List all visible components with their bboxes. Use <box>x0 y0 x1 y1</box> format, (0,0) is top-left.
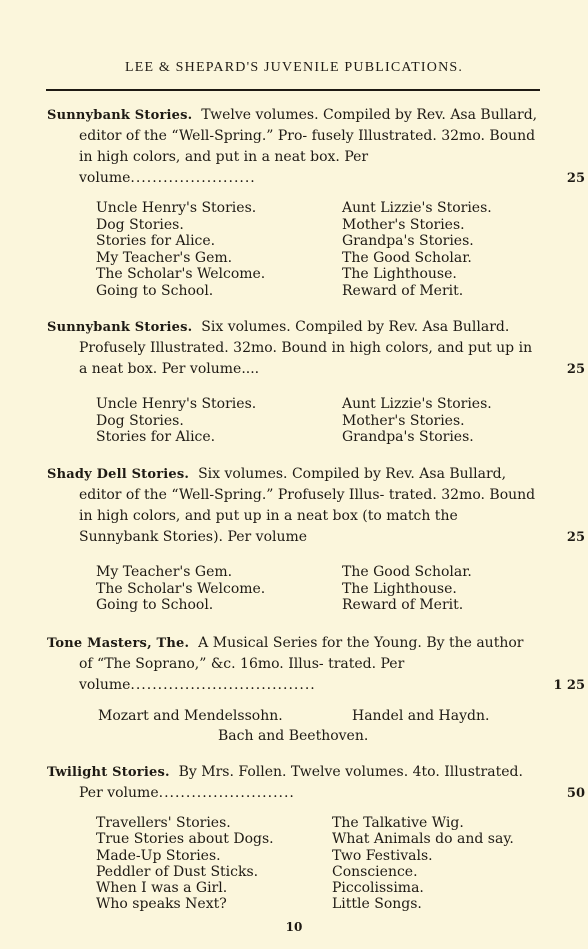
desc-line: trated. Per volume <box>79 656 405 693</box>
entry-sunnybank-six <box>47 317 585 380</box>
entry-title: Shady Dell Stories. <box>47 467 190 482</box>
volume-title: Grandpa's Stories. <box>342 233 474 249</box>
leader-dots: ......................... <box>158 785 295 801</box>
desc-line: fusely Illustrated. 32mo. Bound in high colors, and <box>79 128 536 165</box>
desc-line: A Musical Series for the Young. <box>198 635 422 651</box>
volume-title: Peddler of Dust Sticks. <box>96 863 259 880</box>
volume-list <box>96 200 516 299</box>
header-rule <box>46 89 540 91</box>
desc-line: Bullard, editor of the “Well-Spring.” Profusely Illus- <box>79 466 507 503</box>
entry-description <box>47 464 541 548</box>
entry-description <box>47 105 541 189</box>
entry-description <box>47 317 541 380</box>
volume-title: The Good Scholar. <box>342 249 472 266</box>
desc-line: By the author of “The Soprano,” &c. 16mo. Illus- <box>79 635 524 672</box>
entry-description <box>47 633 541 696</box>
volume-title: Grandpa's Stories. <box>342 429 474 445</box>
leader-dots: ....................... <box>130 170 256 186</box>
page-number: 10 <box>285 920 303 934</box>
price: 50 <box>566 786 585 801</box>
volume-title: Stories for Alice. <box>96 233 216 249</box>
volume-title: Reward of Merit. <box>342 597 464 613</box>
entry-shady-dell <box>47 464 585 548</box>
leader-dots: .................................. <box>130 677 316 693</box>
volume-title: Mother's Stories. <box>342 412 465 429</box>
desc-line: Twelve volumes. Compiled by <box>201 107 412 123</box>
desc-line: Rev. Asa Bullard, editor of the “Well-Spring.” Pro- <box>79 107 538 144</box>
volume-title: The Scholar's Welcome. <box>96 266 266 282</box>
volume-title: Dog Stories. <box>96 412 184 429</box>
entry-title: Twilight Stories. <box>47 765 170 780</box>
volume-title: Going to School. <box>96 597 214 613</box>
volume-title: Two Festivals. <box>332 847 433 864</box>
desc-line: Six volumes. Compiled by Rev. <box>201 319 419 335</box>
volume-list <box>98 706 518 746</box>
volume-title: Who speaks Next? <box>96 896 227 913</box>
volume-list <box>96 396 516 446</box>
volume-title: The Lighthouse. <box>342 580 457 597</box>
volume-title: My Teacher's Gem. <box>96 564 233 580</box>
volume-title: Little Songs. <box>332 896 422 913</box>
volume-title: When I was a Girl. <box>96 880 228 897</box>
entry-title: Tone Masters, The. <box>47 636 190 651</box>
volume-title: Stories for Alice. <box>96 429 216 445</box>
volume-title: Conscience. <box>332 863 418 880</box>
volume-title: Aunt Lizzie's Stories. <box>342 396 492 412</box>
volume-title: My Teacher's Gem. <box>96 249 233 266</box>
entry-title: Sunnybank Stories. <box>47 108 193 123</box>
desc-line: high colors, and put up in a neat box. Per volume.... <box>79 340 533 377</box>
desc-line: neat box (to match the Sunnybank Stories). Per volume <box>79 508 458 545</box>
volume-title: Uncle Henry's Stories. <box>96 200 257 216</box>
volume-title: The Scholar's Welcome. <box>96 580 266 597</box>
desc-line: 4to. Illustrated. Per volume <box>79 764 523 801</box>
volume-title: Uncle Henry's Stories. <box>96 396 257 412</box>
volume-title: Going to School. <box>96 282 214 299</box>
volume-title: What Animals do and say. <box>332 831 514 848</box>
entry-twilight <box>47 762 585 804</box>
entry-title: Sunnybank Stories. <box>47 320 193 335</box>
entry-description <box>47 762 541 804</box>
running-header: LEE & SHEPARD'S JUVENILE PUBLICATIONS. <box>124 60 464 75</box>
volume-title: The Good Scholar. <box>342 564 472 580</box>
desc-line: Asa Bullard. Profusely Illustrated. 32mo. Bound in <box>79 319 510 356</box>
volume-list <box>96 815 516 913</box>
volume-title: True Stories about Dogs. <box>96 831 274 848</box>
entry-sunnybank-twelve <box>47 105 585 189</box>
price: 25 <box>566 530 585 545</box>
price: 25 <box>566 171 585 186</box>
volume-title: The Lighthouse. <box>342 266 457 282</box>
volume-title: Made-Up Stories. <box>96 847 221 864</box>
volume-title: Dog Stories. <box>96 216 184 233</box>
entry-tone-masters <box>47 633 585 696</box>
price: 25 <box>566 362 585 377</box>
volume-title: Mother's Stories. <box>342 216 465 233</box>
price: 1 25 <box>553 678 585 693</box>
volume-title: Aunt Lizzie's Stories. <box>342 200 492 216</box>
desc-line: By Mrs. Follen. Twelve volumes. <box>178 764 409 780</box>
volume-title: Travellers' Stories. <box>96 815 231 831</box>
volume-title: Reward of Merit. <box>342 282 464 299</box>
desc-line: trated. 32mo. Bound in high colors, and put up in a <box>79 487 536 524</box>
volume-title: Handel and Haydn. <box>352 708 490 724</box>
desc-line: put in a neat box. Per volume <box>79 149 369 186</box>
desc-line: Six volumes. Compiled by Rev. Asa <box>198 466 445 482</box>
volume-title: Mozart and Mendelssohn. <box>98 708 283 724</box>
volume-list <box>96 564 516 614</box>
volume-title: Piccolissima. <box>332 880 424 897</box>
volume-title: The Talkative Wig. <box>332 815 464 831</box>
volume-title: Bach and Beethoven. <box>218 728 369 744</box>
